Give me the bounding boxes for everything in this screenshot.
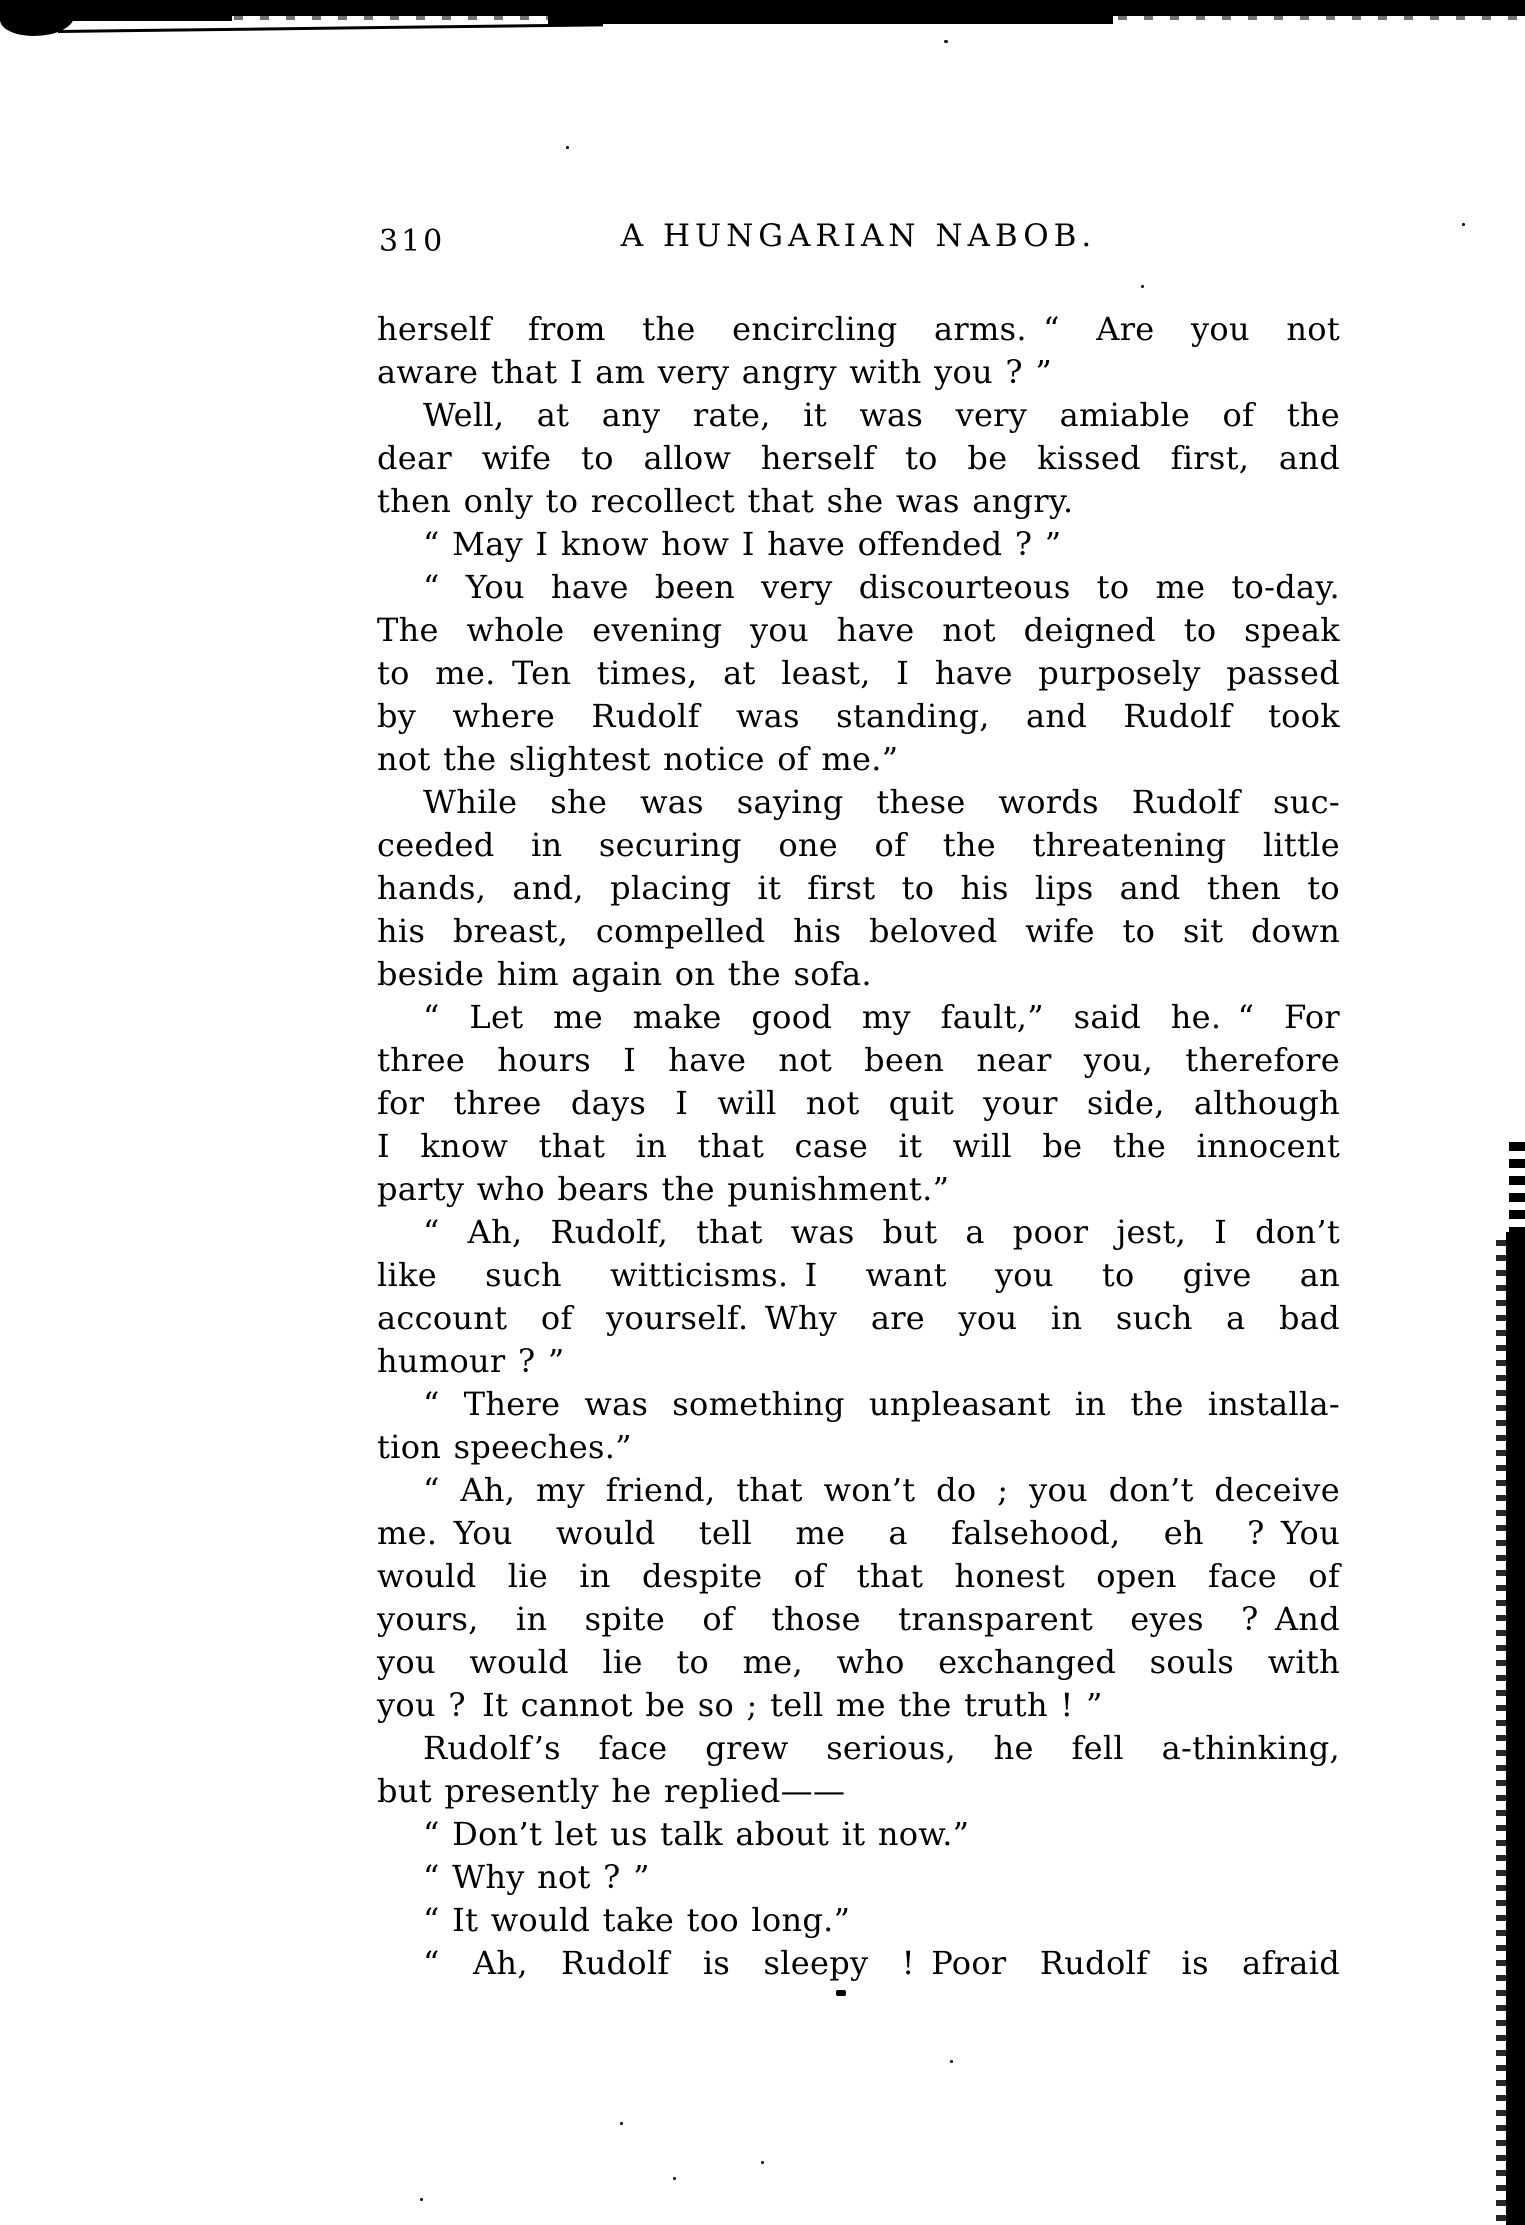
text-line: The whole evening you have not deigned to speak xyxy=(377,611,1340,649)
text-line: “ You have been very discourteous to me to-day. xyxy=(423,568,1340,606)
text-line: party who bears the punishment.” xyxy=(377,1170,950,1208)
scan-artifact-right-strip-solid xyxy=(1506,1232,1525,2225)
text-line: “ Ah, Rudolf, that was but a poor jest, I don’t xyxy=(423,1213,1340,1251)
text-line: but presently he replied—— xyxy=(377,1772,846,1810)
text-line: like such witticisms. I want you to give an xyxy=(377,1256,1340,1294)
ink-speck xyxy=(420,2198,423,2201)
text-line: to me. Ten times, at least, I have purposely passed xyxy=(377,654,1340,692)
scan-artifact-right-strip-ragged-edge xyxy=(1496,1240,1507,2225)
text-line: “ Let me make good my fault,” said he. “ For xyxy=(423,998,1340,1036)
ink-speck xyxy=(950,2060,953,2063)
text-line: would lie in despite of that honest open face of xyxy=(377,1557,1340,1595)
running-title: A HUNGARIAN NABOB. xyxy=(620,218,1097,254)
text-line: “ There was something unpleasant in the installa- xyxy=(423,1385,1340,1423)
text-line: Rudolf’s face grew serious, he fell a-thinking, xyxy=(423,1729,1340,1767)
text-line: “ May I know how I have offended ? ” xyxy=(423,525,1062,563)
text-line: beside him again on the sofa. xyxy=(377,955,872,993)
text-line: yours, in spite of those transparent eyes ? And xyxy=(377,1600,1340,1638)
text-line: tion speeches.” xyxy=(377,1428,632,1466)
text-line: then only to recollect that she was angry. xyxy=(377,482,1074,520)
text-line: not the slightest notice of me.” xyxy=(377,740,899,778)
text-line: herself from the encircling arms. “ Are you not xyxy=(377,310,1340,348)
ink-speck xyxy=(836,1990,846,1996)
page-number: 310 xyxy=(379,224,446,259)
text-line: you would lie to me, who exchanged souls with xyxy=(377,1643,1340,1681)
text-line: “ Why not ? ” xyxy=(423,1858,650,1896)
text-line: account of yourself. Why are you in such a bad xyxy=(377,1299,1340,1337)
text-line: me. You would tell me a falsehood, eh ? You xyxy=(377,1514,1340,1552)
ink-speck xyxy=(1141,285,1144,288)
body-text xyxy=(377,308,1340,1985)
scan-artifact-underline-broken xyxy=(600,19,1020,21)
text-line: “ It would take too long.” xyxy=(423,1901,851,1939)
ink-speck xyxy=(944,40,948,43)
ink-speck xyxy=(1462,223,1465,226)
text-line: While she was saying these words Rudolf suc- xyxy=(423,783,1340,821)
ink-speck xyxy=(761,2161,764,2164)
ink-speck xyxy=(566,146,569,149)
text-line: hands, and, placing it first to his lips and then to xyxy=(377,869,1340,907)
scan-artifact-right-strip-taper xyxy=(1509,1142,1525,1234)
text-line: by where Rudolf was standing, and Rudolf took xyxy=(377,697,1340,735)
text-line: three hours I have not been near you, therefore xyxy=(377,1041,1340,1079)
text-line: “ Don’t let us talk about it now.” xyxy=(423,1815,970,1853)
text-line: humour ? ” xyxy=(377,1342,565,1380)
text-line: “ Ah, my friend, that won’t do ; you don’t deceive xyxy=(423,1471,1340,1509)
ink-speck xyxy=(620,2122,623,2125)
text-line: his breast, compelled his beloved wife to sit down xyxy=(377,912,1340,950)
ink-speck xyxy=(673,2177,676,2180)
text-line: ceeded in securing one of the threatening little xyxy=(377,826,1340,864)
text-line: dear wife to allow herself to be kissed first, and xyxy=(377,439,1340,477)
scan-artifact-underline xyxy=(58,23,603,33)
text-line: aware that I am very angry with you ? ” xyxy=(377,353,1052,391)
page-header xyxy=(377,218,1340,264)
text-line: you ? It cannot be so ; tell me the truth ! ” xyxy=(377,1686,1103,1724)
text-line: for three days I will not quit your side, although xyxy=(377,1084,1340,1122)
text-line: Well, at any rate, it was very amiable of the xyxy=(423,396,1340,434)
text-line: “ Ah, Rudolf is sleepy ! Poor Rudolf is afraid xyxy=(423,1944,1340,1982)
text-line: I know that in that case it will be the innocent xyxy=(377,1127,1340,1165)
